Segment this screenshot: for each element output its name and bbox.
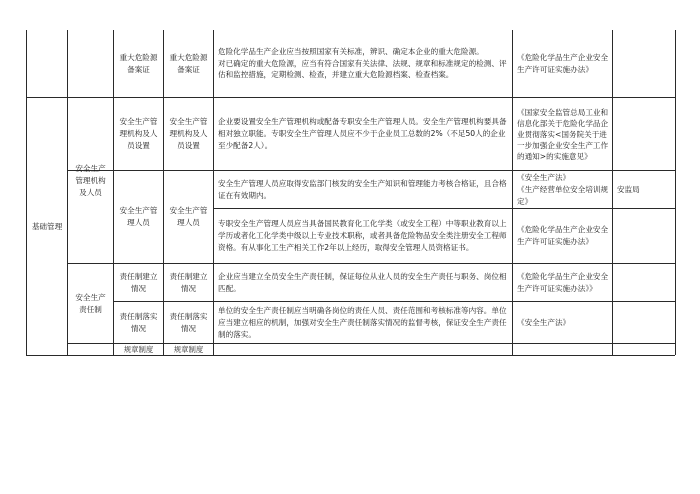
item-cell: 规章制度 — [123, 345, 154, 354]
category-cell: 基础管理 — [31, 221, 63, 231]
content-label-cell: 规章制度 — [173, 345, 204, 354]
requirement-cell: 单位的安全生产责任制应当明确各岗位的责任人员、责任范围和考核标准等内容。单位应当建立相应的机制，加强对安全生产责任制落实情况的监督考核，保证安全生产责任制的落实。 — [218, 305, 507, 339]
content-label-cell: 重大危险源 备案证 — [169, 52, 208, 74]
basis-cell: 《危险化学品生产企业安全生产许可证实施办法》》 — [517, 271, 609, 293]
item-cell: 重大危险源 备案证 — [119, 52, 158, 74]
subcategory-cell: 安全生产 管理机构 及人员 — [75, 163, 106, 197]
row-border — [26, 355, 675, 356]
basis-cell: 《危险化学品生产企业安全生产许可证实施办法》 — [517, 52, 609, 74]
content-label-cell: 安全生产管 理机构及人 员设置 — [169, 117, 208, 150]
content-label-cell: 责任制建立 情况 — [169, 271, 208, 293]
basis-cell: 《国家安全监管总局工业和信息化部关于危险化学品企业贯彻落实<国务院关于进一步加强企业安全生产工作的通知>的实施意见》 — [517, 107, 609, 161]
requirement-cell: 安全生产管理人员应取得安监部门核发的安全生产知识和管理能力考核合格证，且合格证在有效期内。 — [218, 178, 507, 200]
item-cell: 安全生产管 理机构及人 员设置 — [119, 117, 158, 150]
col-border — [512, 30, 513, 355]
item-cell: 责任制建立 情况 — [119, 271, 158, 293]
basis-cell: 《危险化学品生产企业安全生产许可证实施办法》 — [517, 225, 609, 246]
requirement-cell: 企业应当建立全员安全生产责任制，保证每位从业人员的安全生产责任与职务、岗位相匹配。 — [218, 271, 507, 293]
item-cell: 责任制落实 情况 — [119, 311, 158, 333]
requirement-cell: 危险化学品生产企业应当按照国家有关标准，辨识、确定本企业的重大危险源。 对已确定的重大危险源，应当有符合国家有关法律、法规、规章和标准规定的检测、评估和监控措施，定期检测、检查，并建立重大危险源档案、检查档案。 — [218, 47, 507, 80]
content-label-cell: 责任制落实 情况 — [169, 311, 208, 333]
subcategory-cell: 安全生产 责任制 — [75, 292, 106, 314]
col-border — [213, 30, 214, 355]
content-label-cell: 安全生产管 理人员 — [169, 206, 208, 227]
department-cell: 安监局 — [617, 184, 640, 194]
item-cell: 安全生产管 理人员 — [119, 206, 158, 227]
basis-cell: 《安全生产法》 — [517, 317, 571, 327]
col-border — [675, 30, 676, 355]
requirement-cell: 专职安全生产管理人员应当具备国民教育化工化学类（或安全工程）中等职业教育以上学历或者化工化学类中级以上专业技术职称，或者具备危险物品安全类注册安全工程师资格。有从事化工生产相关工作2年以上经历，取得安全管理人员资格证书。 — [218, 219, 507, 252]
basis-cell: 《安全生产法》 《生产经营单位安全培训规定》 — [517, 172, 609, 206]
col-border — [612, 30, 613, 355]
requirement-cell: 企业要设置安全生产管理机构或配备专职安全生产管理人员。安全生产管理机构要具备相对独立职能。专职安全生产管理人员应不少于企业员工总数的2%（不足50人的企业至少配备2人）。 — [218, 117, 507, 150]
